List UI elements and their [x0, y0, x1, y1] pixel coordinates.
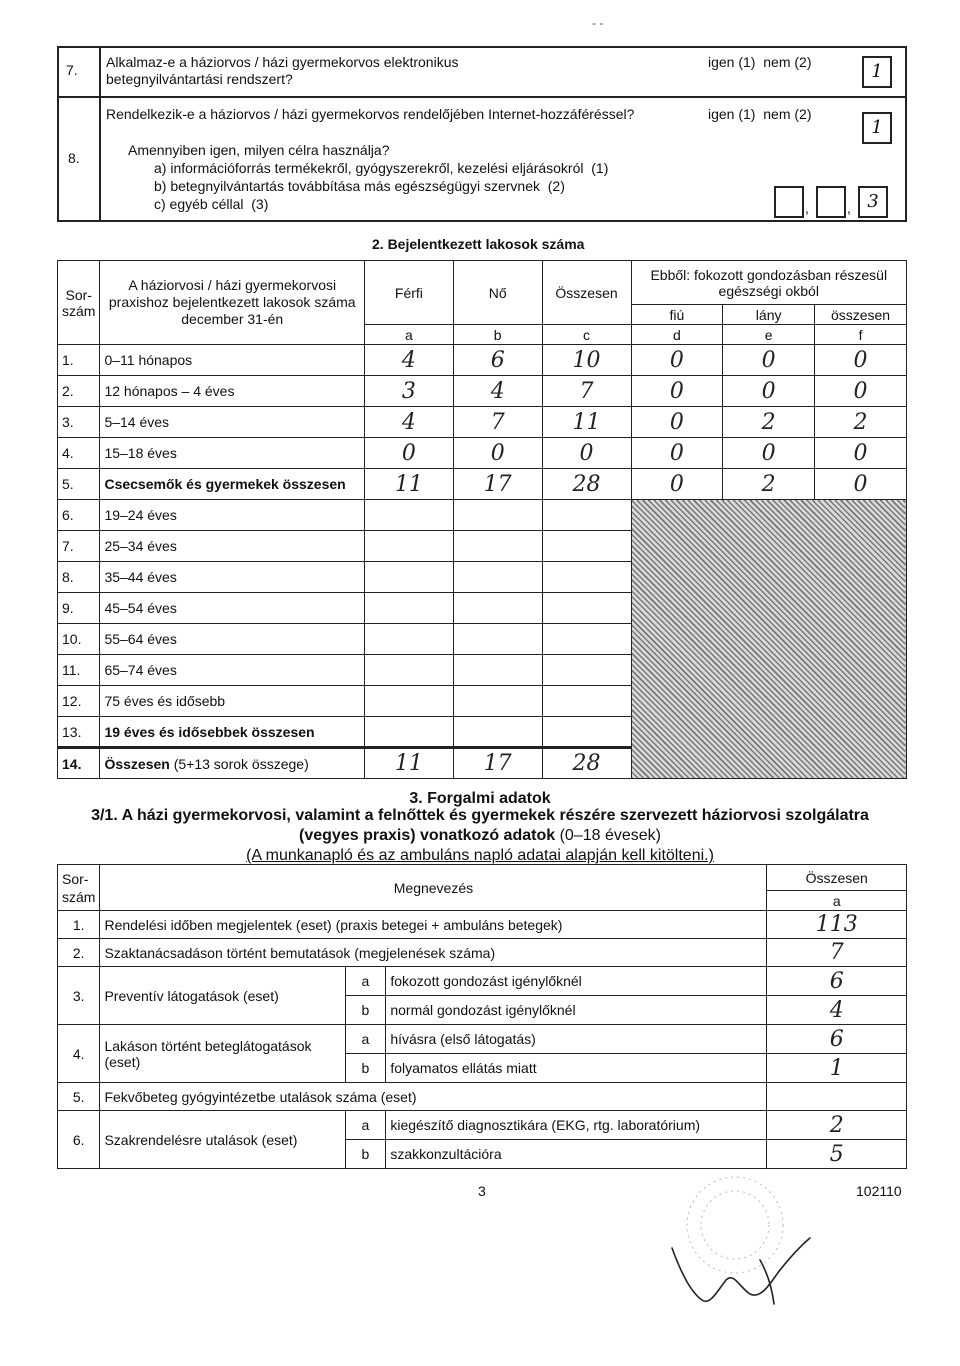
sub-label: normál gondozást igénylőknél [386, 996, 767, 1025]
sub-letter: b [345, 1054, 386, 1083]
separator-comma: , [805, 200, 809, 216]
q8-answer-box[interactable] [862, 112, 892, 144]
row-number: 2. [58, 939, 100, 967]
row-number: 4. [58, 1025, 100, 1083]
sub-letter: b [345, 996, 386, 1025]
row-number: 13. [58, 717, 100, 748]
no-cell[interactable] [453, 717, 542, 748]
row-number: 4. [58, 438, 100, 469]
row-label [100, 748, 365, 779]
osszesen-cell[interactable] [542, 624, 631, 655]
row-label: 19–24 éves [100, 500, 365, 531]
row-label: Lakáson történt beteglátogatások (eset) [100, 1025, 345, 1083]
osszesen-cell[interactable]: 28 [542, 469, 631, 500]
section3-subtitle-line1: 3/1. A házi gyermekorvosi, valamint a felnőttek és gyermekek részére szervezett háziorvosi szolgálatra [91, 807, 869, 824]
table-row [58, 1083, 907, 1111]
osszesen-cell[interactable]: 0 [542, 438, 631, 469]
section2-title: 2. Bejelentkezett lakosok száma [372, 236, 585, 252]
osszesen-cell[interactable]: 28 [542, 748, 631, 779]
fiu-cell[interactable]: 0 [631, 407, 723, 438]
value-cell[interactable]: 1 [767, 1054, 907, 1083]
no-cell[interactable]: 17 [453, 469, 542, 500]
q8-sub-question: Amennyiben igen, milyen célra használja? [128, 142, 390, 158]
row-label: Rendelési időben megjelentek (eset) (praxis betegei + ambuláns betegek) [100, 911, 767, 939]
q7-text-line1: Alkalmaz-e a háziorvos / házi gyermekorvos elektronikus [106, 54, 459, 70]
no-cell[interactable] [453, 531, 542, 562]
q7-answer: 1 [871, 61, 883, 82]
fiu-header: fiú [631, 305, 723, 325]
page-number: 3 [478, 1183, 486, 1199]
sub-letter: a [345, 967, 386, 996]
ferfi-cell[interactable] [365, 531, 454, 562]
row-label: Szaktanácsadáson történt bemutatások (megjelenések száma) [100, 939, 767, 967]
osszesen-cell[interactable] [542, 686, 631, 717]
row-number: 1. [58, 345, 100, 376]
no-cell[interactable] [453, 655, 542, 686]
ferfi-cell[interactable] [365, 562, 454, 593]
sub-letter: b [345, 1140, 386, 1169]
row-number: 6. [58, 500, 100, 531]
no-cell[interactable]: 7 [453, 407, 542, 438]
registered-residents-table [57, 260, 907, 779]
sub-letter: a [345, 1025, 386, 1054]
no-cell[interactable]: 6 [453, 345, 542, 376]
q8-purpose-box-2[interactable] [816, 186, 846, 218]
osszesen-cell[interactable] [542, 717, 631, 748]
q-divider-h [57, 96, 907, 98]
value-cell[interactable]: 4 [767, 996, 907, 1025]
value-cell[interactable]: 6 [767, 967, 907, 996]
ferfi-cell[interactable]: 4 [365, 345, 454, 376]
q8-options: igen (1) nem (2) [708, 106, 812, 122]
q8-purpose-box-3[interactable] [858, 186, 888, 218]
q-divider-v [99, 46, 101, 222]
ebbol-osszesen-cell[interactable]: 0 [815, 376, 907, 407]
q8-number: 8. [68, 150, 80, 166]
table-row [58, 967, 907, 996]
table-row [58, 376, 907, 407]
lany-cell[interactable]: 2 [723, 469, 815, 500]
ebbol-osszesen-cell[interactable]: 0 [815, 438, 907, 469]
osszesen-cell[interactable]: 7 [542, 376, 631, 407]
q8-purpose-box-1[interactable] [774, 186, 804, 218]
osszesen-cell[interactable] [542, 500, 631, 531]
fiu-cell[interactable]: 0 [631, 376, 723, 407]
q7-options: igen (1) nem (2) [708, 54, 812, 70]
residents-desc-header: A háziorvosi / házi gyermekorvosi praxishoz bejelentkezett lakosok száma december 31-én [100, 261, 365, 345]
row-number: 5. [58, 469, 100, 500]
table-row [58, 469, 907, 500]
table-row [58, 407, 907, 438]
table-row [58, 911, 907, 939]
osszesen-cell[interactable] [542, 655, 631, 686]
col-letter-d: d [631, 325, 723, 345]
ebbol-osszesen-cell[interactable]: 0 [815, 345, 907, 376]
col-letter-f: f [815, 325, 907, 345]
q8-text: Rendelkezik-e a háziorvos / házi gyermekorvos rendelőjében Internet-hozzáféréssel? [106, 106, 635, 122]
q8-purpose-answer-3: 3 [867, 191, 879, 212]
osszesen-cell[interactable]: 11 [542, 407, 631, 438]
ebbol-header: Ebből: fokozott gondozásban részesül egészségi okból [631, 261, 906, 305]
megnevezes-header: Megnevezés [100, 865, 767, 911]
ferfi-cell[interactable]: 11 [365, 469, 454, 500]
q7-text-line2: betegnyilvántartási rendszert? [106, 71, 293, 87]
sub-label: kiegészítő diagnosztikára (EKG, rtg. laboratórium) [386, 1111, 767, 1140]
no-cell[interactable] [453, 562, 542, 593]
traffic-data-table [57, 864, 907, 1169]
fiu-cell[interactable]: 0 [631, 438, 723, 469]
row-label: 0–11 hónapos [100, 345, 365, 376]
sub-label: szakkonzultációra [386, 1140, 767, 1169]
value-cell[interactable]: 7 [767, 939, 907, 967]
ferfi-header: Férfi [365, 261, 454, 325]
q8-option-b: b) betegnyilvántartás továbbítása más egészségügyi szervnek (2) [154, 178, 565, 194]
lany-cell[interactable]: 0 [723, 438, 815, 469]
ferfi-cell[interactable]: 4 [365, 407, 454, 438]
sorszam-header: Sor- szám [58, 261, 100, 345]
row-number: 1. [58, 911, 100, 939]
no-cell[interactable] [453, 500, 542, 531]
table-row [58, 345, 907, 376]
col-letter-c: c [542, 325, 631, 345]
value-cell[interactable]: 6 [767, 1025, 907, 1054]
separator-comma: , [847, 200, 851, 216]
row-number: 5. [58, 1083, 100, 1111]
row-number: 3. [58, 967, 100, 1025]
row-label: Fekvőbeteg gyógyintézetbe utalások száma (eset) [100, 1083, 767, 1111]
no-cell[interactable] [453, 624, 542, 655]
sub-label: folyamatos ellátás miatt [386, 1054, 767, 1083]
row-label: Szakrendelésre utalások (eset) [100, 1111, 345, 1169]
value-cell[interactable] [767, 1083, 907, 1111]
row-label: 25–34 éves [100, 531, 365, 562]
col-letter-b: b [453, 325, 542, 345]
sub-label: fokozott gondozást igénylőknél [386, 967, 767, 996]
no-header: Nő [453, 261, 542, 325]
row-number: 7. [58, 531, 100, 562]
row-number: 9. [58, 593, 100, 624]
ferfi-cell[interactable]: 3 [365, 376, 454, 407]
col-letter-e: e [723, 325, 815, 345]
col-letter-a: a [365, 325, 454, 345]
ebbol-osszesen-cell[interactable]: 0 [815, 469, 907, 500]
row-label: 75 éves és idősebb [100, 686, 365, 717]
section3-subtitle-line2 [0, 827, 960, 845]
no-cell[interactable]: 17 [453, 748, 542, 779]
row-label: 55–64 éves [100, 624, 365, 655]
lany-header: lány [723, 305, 815, 325]
q8-option-c: c) egyéb céllal (3) [154, 196, 269, 212]
q8-answer: 1 [871, 117, 883, 138]
row-number: 11. [58, 655, 100, 686]
row-number: 10. [58, 624, 100, 655]
sorszam-header: Sor- szám [58, 865, 100, 911]
ferfi-cell[interactable] [365, 717, 454, 748]
osszesen-cell[interactable] [542, 562, 631, 593]
fiu-cell[interactable]: 0 [631, 469, 723, 500]
ferfi-cell[interactable] [365, 655, 454, 686]
row-number: 3. [58, 407, 100, 438]
ferfi-cell[interactable]: 0 [365, 438, 454, 469]
no-cell[interactable] [453, 686, 542, 717]
row-number: 14. [58, 748, 100, 779]
lany-cell[interactable]: 0 [723, 376, 815, 407]
lany-cell[interactable]: 2 [723, 407, 815, 438]
row-label: 12 hónapos – 4 éves [100, 376, 365, 407]
row-number: 8. [58, 562, 100, 593]
row-label: 15–18 éves [100, 438, 365, 469]
ferfi-cell[interactable] [365, 686, 454, 717]
table-row [58, 1111, 907, 1140]
fiu-cell[interactable]: 0 [631, 345, 723, 376]
subtitle-line2-bold: (vegyes praxis) vonatkozó adatok [299, 827, 556, 844]
section3-subtitle-line3: (A munkanapló és az ambuláns napló adatai alapján kell kitölteni.) [246, 847, 714, 864]
osszesen-cell[interactable] [542, 593, 631, 624]
row-label: Csecsemők és gyermekek összesen [100, 469, 365, 500]
ferfi-cell[interactable] [365, 593, 454, 624]
row-number: 12. [58, 686, 100, 717]
table-row [58, 438, 907, 469]
osszesen-cell[interactable]: 10 [542, 345, 631, 376]
total-label-bold: Összesen [104, 755, 170, 772]
section3-title: 3. Forgalmi adatok [409, 790, 551, 807]
osszesen-header: Összesen [767, 865, 907, 891]
value-cell[interactable]: 2 [767, 1111, 907, 1140]
row-label: 45–54 éves [100, 593, 365, 624]
ebbol-osszesen-cell[interactable]: 2 [815, 407, 907, 438]
form-code: 102110 [856, 1183, 902, 1199]
ebbol-osszesen-header: összesen [815, 305, 907, 325]
no-cell[interactable]: 0 [453, 438, 542, 469]
no-cell[interactable]: 4 [453, 376, 542, 407]
no-cell[interactable] [453, 593, 542, 624]
total-label-rest: (5+13 sorok összege) [169, 755, 309, 772]
value-cell[interactable]: 113 [767, 911, 907, 939]
table-row [58, 939, 907, 967]
osszesen-cell[interactable] [542, 531, 631, 562]
row-label: 19 éves és idősebbek összesen [100, 717, 365, 748]
q8-option-a: a) információforrás termékekről, gyógyszerekről, kezelési eljárásokról (1) [154, 160, 609, 176]
col-letter-a: a [767, 891, 907, 911]
q7-number: 7. [66, 62, 78, 78]
sub-letter: a [345, 1111, 386, 1140]
lany-cell[interactable]: 0 [723, 345, 815, 376]
signature [660, 1230, 830, 1320]
row-number: 2. [58, 376, 100, 407]
row-number: 6. [58, 1111, 100, 1169]
hatched-area [631, 500, 906, 779]
ferfi-cell[interactable] [365, 624, 454, 655]
top-mark: - - [592, 16, 604, 30]
osszesen-header: Összesen [542, 261, 631, 325]
q7-answer-box[interactable] [862, 56, 892, 88]
table-row [58, 1025, 907, 1054]
value-cell[interactable]: 5 [767, 1140, 907, 1169]
table-row [58, 500, 907, 531]
ferfi-cell[interactable] [365, 500, 454, 531]
sub-label: hívásra (első látogatás) [386, 1025, 767, 1054]
ferfi-cell[interactable]: 11 [365, 748, 454, 779]
row-label: Preventív látogatások (eset) [100, 967, 345, 1025]
row-label: 5–14 éves [100, 407, 365, 438]
subtitle-line2-rest: (0–18 évesek) [555, 827, 661, 844]
row-label: 65–74 éves [100, 655, 365, 686]
row-label: 35–44 éves [100, 562, 365, 593]
